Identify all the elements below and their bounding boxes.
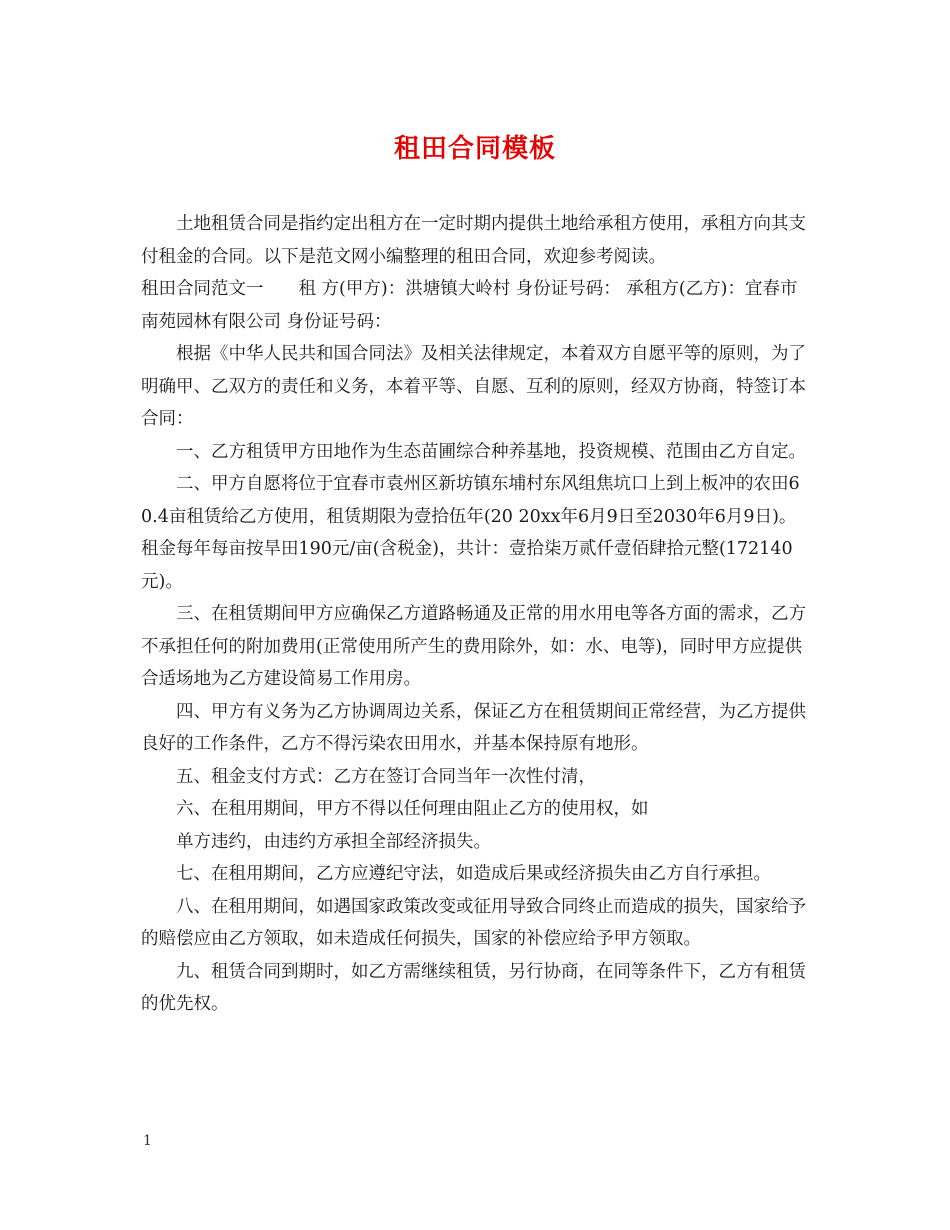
document-body bbox=[141, 208, 813, 1021]
paragraph-intro: 土地租赁合同是指约定出租方在一定时期内提供土地给承租方使用，承租方向其支付租金的合同。以下是范文网小编整理的租田合同，欢迎参考阅读。 bbox=[141, 214, 806, 267]
clause-2: 二、甲方自愿将位于宜春市袁州区新坊镇东埔村东风组焦坑口上到上板冲的农田60.4亩租赁给乙方使用，租赁期限为壹拾伍年(20 20xx年6月9日至2030年6月9日)。租金每年每亩按旱田190元/亩(含税金)，共计：壹拾柒万贰仟壹佰肆拾元整(172140元)。 bbox=[141, 474, 800, 592]
paragraph-preamble: 根据《中华人民共和国合同法》及相关法律规定，本着双方自愿平等的原则，为了明确甲、乙双方的责任和义务，本着平等、自愿、互利的原则，经双方协商，特签订本合同： bbox=[141, 344, 806, 429]
page-number: 1 bbox=[143, 1133, 152, 1149]
clause-5: 五、租金支付方式：乙方在签订合同当年一次性付清， bbox=[176, 766, 596, 787]
clause-9: 九、租赁合同到期时，如乙方需继续租赁，另行协商，在同等条件下，乙方有租赁的优先权。 bbox=[141, 961, 806, 1014]
clause-6: 六、在租用期间，甲方不得以任何理由阻止乙方的使用权，如 bbox=[176, 799, 649, 819]
clause-6-continued: 单方违约，由违约方承担全部经济损失。 bbox=[176, 831, 491, 852]
document-title: 租田合同模板 bbox=[393, 134, 556, 164]
clause-7: 七、在租用期间，乙方应遵纪守法，如造成后果或经济损失由乙方自行承担。 bbox=[176, 864, 771, 884]
paragraph-parties: 租田合同范文一 租 方(甲方)：洪塘镇大岭村 身份证号码： 承租方(乙方)：宜春市南苑园林有限公司 身份证号码： bbox=[141, 279, 798, 332]
clause-1: 一、乙方租赁甲方田地作为生态苗圃综合种养基地，投资规模、范围由乙方自定。 bbox=[176, 441, 806, 462]
clause-3: 三、在租赁期间甲方应确保乙方道路畅通及正常的用水用电等各方面的需求，乙方不承担任何的附加费用(正常使用所产生的费用除外，如：水、电等)，同时甲方应提供合适场地为乙方建设简易工作用房。 bbox=[141, 604, 806, 689]
clause-8: 八、在租用期间，如遇国家政策改变或征用导致合同终止而造成的损失，国家给予的赔偿应由乙方领取，如未造成任何损失，国家的补偿应给予甲方领取。 bbox=[141, 896, 806, 949]
clause-4: 四、甲方有义务为乙方协调周边关系，保证乙方在租赁期间正常经营，为乙方提供良好的工作条件，乙方不得污染农田用水，并基本保持原有地形。 bbox=[141, 701, 806, 754]
